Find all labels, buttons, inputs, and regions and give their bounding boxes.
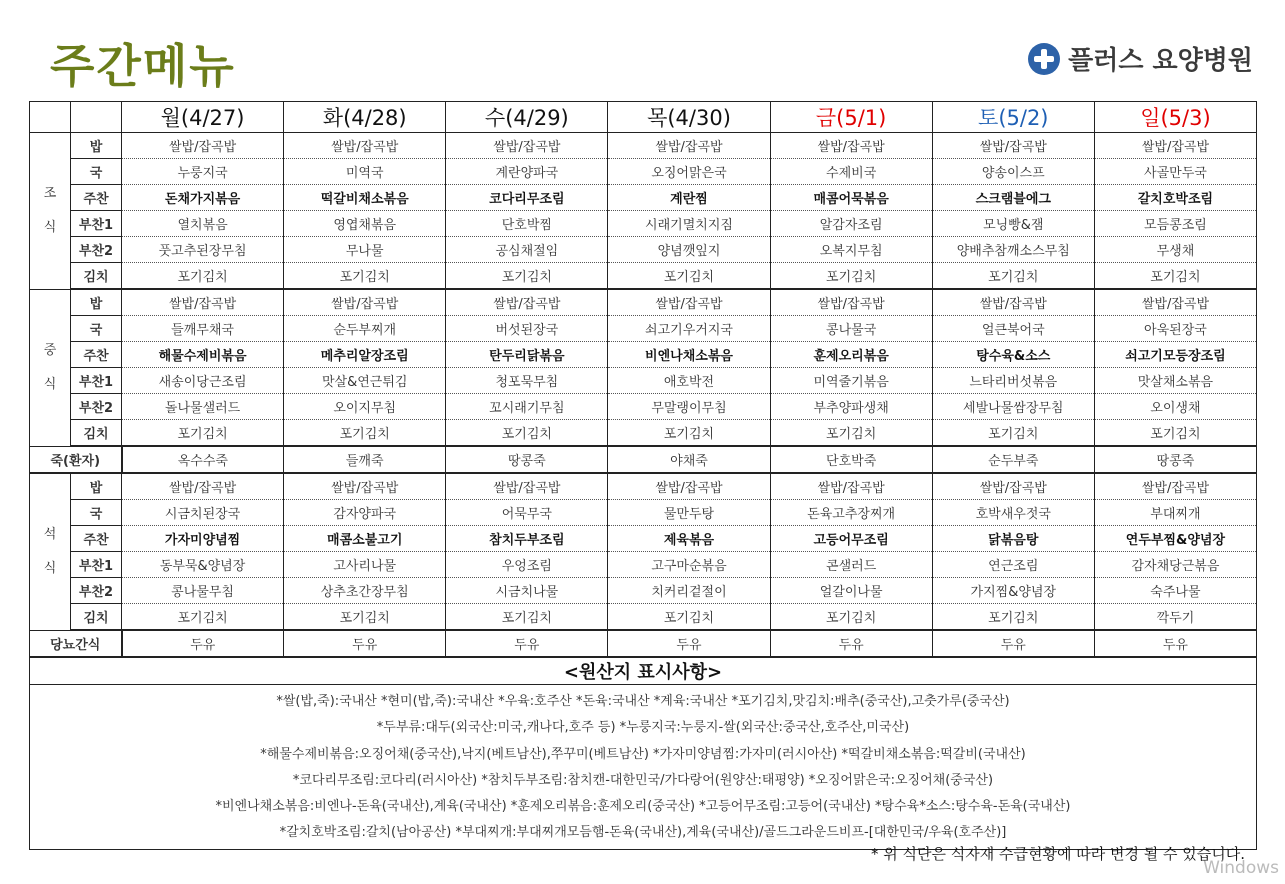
menu-item: 땅콩죽 [1094,446,1256,473]
menu-item: 포기김치 [446,263,608,290]
menu-item: 옥수수죽 [122,446,284,473]
menu-item: 쌀밥/잡곡밥 [1094,473,1256,500]
menu-item: 매콤어묵볶음 [770,185,932,211]
menu-item: 고등어무조림 [770,526,932,552]
menu-item: 포기김치 [608,604,770,631]
menu-item: 두유 [1094,630,1256,657]
menu-item: 맛살&연근튀김 [284,368,446,394]
menu-item: 들깨무채국 [122,316,284,342]
menu-item: 미역줄기볶음 [770,368,932,394]
menu-row [30,526,1257,552]
menu-item: 닭볶음탕 [932,526,1094,552]
category-label: 부찬1 [71,211,122,237]
menu-row [30,473,1257,500]
menu-item: 시금치된장국 [122,500,284,526]
origin-line: *해물수제비볶음:오징어채(중국산),낙지(베트남산),쭈꾸미(베트남산) *가자미양념찜:가자미(러시아산) *떡갈비채소볶음:떡갈비(국내산) [260,746,1026,762]
day-header-wed: 수(4/29) [446,102,608,133]
category-label: 주찬 [71,526,122,552]
menu-item: 콘샐러드 [770,552,932,578]
menu-item: 포기김치 [608,420,770,447]
menu-item: 상추초간장무침 [284,578,446,604]
category-label: 김치 [71,604,122,631]
menu-item: 시래기멸치지짐 [608,211,770,237]
menu-item: 영엽채볶음 [284,211,446,237]
menu-row [30,552,1257,578]
menu-item: 땅콩죽 [446,446,608,473]
menu-item: 오이지무침 [284,394,446,420]
menu-row [30,237,1257,263]
menu-row [30,185,1257,211]
menu-item: 양송이스프 [932,159,1094,185]
menu-body [30,133,1257,658]
origin-title: <원산지 표시사항> [30,657,1257,685]
day-header-fri: 금(5/1) [770,102,932,133]
snack-label: 당뇨간식 [30,630,122,657]
menu-item: 쌀밥/잡곡밥 [770,289,932,316]
menu-item: 꼬시래기무침 [446,394,608,420]
category-label: 밥 [71,133,122,159]
menu-item: 제육볶음 [608,526,770,552]
day-header-mon: 월(4/27) [122,102,284,133]
menu-item: 훈제오리볶음 [770,342,932,368]
menu-item: 포기김치 [122,263,284,290]
menu-item: 고구마순볶음 [608,552,770,578]
menu-item: 쌀밥/잡곡밥 [284,289,446,316]
meal-label-char: 조 [43,185,57,201]
menu-item: 미역국 [284,159,446,185]
breakfast-label [30,133,71,290]
menu-item: 돈채가지볶음 [122,185,284,211]
menu-item: 버섯된장국 [446,316,608,342]
menu-item: 쌀밥/잡곡밥 [770,473,932,500]
menu-item: 쌀밥/잡곡밥 [1094,289,1256,316]
menu-item: 스크램블에그 [932,185,1094,211]
menu-item: 쌀밥/잡곡밥 [446,133,608,159]
meal-label-char: 식 [43,560,57,576]
menu-item: 쌀밥/잡곡밥 [608,473,770,500]
menu-item: 포기김치 [932,263,1094,290]
menu-item: 알감자조림 [770,211,932,237]
day-header-tue: 화(4/28) [284,102,446,133]
menu-item: 쌀밥/잡곡밥 [122,473,284,500]
category-label: 부찬2 [71,394,122,420]
menu-item: 콩나물국 [770,316,932,342]
menu-item: 포기김치 [770,263,932,290]
menu-item: 순두부찌개 [284,316,446,342]
category-label: 김치 [71,420,122,447]
menu-item: 공심채절임 [446,237,608,263]
meal-label-char: 중 [43,342,57,358]
origin-line: *두부류:대두(외국산:미국,캐나다,호주 등) *누룽지국:누룽지-쌀(외국산:중국산,호주산,미국산) [376,720,910,736]
menu-item: 새송이당근조림 [122,368,284,394]
menu-row [30,368,1257,394]
menu-item: 수제비국 [770,159,932,185]
menu-item: 오이생채 [1094,394,1256,420]
menu-item: 포기김치 [770,604,932,631]
menu-item: 물만두탕 [608,500,770,526]
menu-item: 무나물 [284,237,446,263]
menu-item: 쌀밥/잡곡밥 [770,133,932,159]
windows-watermark: Windows [1203,858,1279,878]
category-label: 부찬1 [71,368,122,394]
page-title: 주간메뉴 [50,39,236,93]
menu-item: 참치두부조림 [446,526,608,552]
corner-cell [71,102,122,133]
menu-item: 두유 [122,630,284,657]
menu-item: 열치볶음 [122,211,284,237]
menu-item: 쌀밥/잡곡밥 [608,133,770,159]
menu-item: 단호박찜 [446,211,608,237]
menu-item: 단호박죽 [770,446,932,473]
category-label: 주찬 [71,342,122,368]
category-label: 국 [71,500,122,526]
menu-item: 감자채당근볶음 [1094,552,1256,578]
menu-item: 포기김치 [284,604,446,631]
menu-item: 포기김치 [446,420,608,447]
meal-label-char: 식 [43,219,57,235]
menu-item: 호박새우젓국 [932,500,1094,526]
menu-item: 해물수제비볶음 [122,342,284,368]
menu-item: 깍두기 [1094,604,1256,631]
menu-item: 쌀밥/잡곡밥 [122,133,284,159]
origin-line: *비엔나채소볶음:비엔나-돈육(국내산),계육(국내산) *훈제오리볶음:훈제오리(중국산) *고등어무조림:고등어(국내산) *탕수육*소스:탕수육-돈육(국내산) [215,799,1071,815]
weekly-menu-table [29,101,1257,850]
menu-row [30,316,1257,342]
category-label: 밥 [71,289,122,316]
corner-cell [30,102,71,133]
meal-label-char: 식 [43,376,57,392]
category-label: 부찬1 [71,552,122,578]
day-header-thu: 목(4/30) [608,102,770,133]
category-label: 밥 [71,473,122,500]
menu-item: 가지찜&양념장 [932,578,1094,604]
menu-row [30,159,1257,185]
menu-item: 포기김치 [932,604,1094,631]
menu-item: 포기김치 [932,420,1094,447]
lunch-label [30,289,71,446]
menu-item: 부추양파생채 [770,394,932,420]
menu-item: 얼갈이나물 [770,578,932,604]
menu-item: 돌나물샐러드 [122,394,284,420]
menu-item: 두유 [770,630,932,657]
day-header-row [30,102,1257,133]
menu-item: 무말랭이무침 [608,394,770,420]
menu-item: 가자미양념찜 [122,526,284,552]
category-label: 국 [71,316,122,342]
menu-item: 얼큰북어국 [932,316,1094,342]
menu-item: 탄두리닭볶음 [446,342,608,368]
menu-item: 쌀밥/잡곡밥 [932,289,1094,316]
menu-item: 포기김치 [1094,420,1256,447]
menu-item: 우엉조림 [446,552,608,578]
menu-item: 감자양파국 [284,500,446,526]
menu-item: 누룽지국 [122,159,284,185]
day-header-sat: 토(5/2) [932,102,1094,133]
menu-item: 메추리알장조림 [284,342,446,368]
menu-item: 두유 [932,630,1094,657]
menu-item: 포기김치 [608,263,770,290]
menu-item: 두유 [284,630,446,657]
porridge-row [30,446,1257,473]
menu-row [30,500,1257,526]
origin-line: *쌀(밥,죽):국내산 *현미(밥,죽):국내산 *우육:호주산 *돈육:국내산 *계육:국내산 *포기김치,맛김치:배추(중국산),고춧가루(중국산) [276,694,1010,709]
menu-row [30,578,1257,604]
day-header-sun: 일(5/3) [1094,102,1256,133]
menu-item: 두유 [446,630,608,657]
menu-item: 오복지무침 [770,237,932,263]
menu-item: 오징어맑은국 [608,159,770,185]
menu-item: 고사리나물 [284,552,446,578]
menu-item: 탕수육&소스 [932,342,1094,368]
menu-item: 청포묵무침 [446,368,608,394]
menu-item: 돈육고추장찌개 [770,500,932,526]
menu-item: 쇠고기우거지국 [608,316,770,342]
hospital-name: 플러스 요양병원 [1068,46,1253,76]
menu-item: 연근조림 [932,552,1094,578]
menu-item: 포기김치 [1094,263,1256,290]
menu-item: 쌀밥/잡곡밥 [284,473,446,500]
origin-line: *코다리무조림:코다리(러시아산) *참치두부조림:참치캔-대한민국/가다랑어(원양산:태평양) *오징어맑은국:오징어채(중국산) [292,772,994,788]
menu-item: 쇠고기모등장조림 [1094,342,1256,368]
menu-row [30,289,1257,316]
change-notice: * 위 식단은 식자재 수급현황에 따라 변경 될 수 있습니다. [871,845,1245,863]
menu-row [30,342,1257,368]
menu-row [30,133,1257,159]
porridge-label: 죽(환자) [30,446,122,473]
menu-item: 갈치호박조림 [1094,185,1256,211]
menu-item: 쌀밥/잡곡밥 [608,289,770,316]
menu-item: 비엔나채소볶음 [608,342,770,368]
menu-item: 포기김치 [284,420,446,447]
menu-item: 무생채 [1094,237,1256,263]
menu-item: 순두부죽 [932,446,1094,473]
menu-item: 세발나물쌈장무침 [932,394,1094,420]
menu-item: 애호박전 [608,368,770,394]
menu-item: 포기김치 [446,604,608,631]
menu-item: 떡갈비채소볶음 [284,185,446,211]
menu-item: 계란찜 [608,185,770,211]
menu-row [30,263,1257,290]
menu-item: 쌀밥/잡곡밥 [1094,133,1256,159]
menu-item: 포기김치 [770,420,932,447]
category-label: 김치 [71,263,122,290]
menu-row [30,604,1257,631]
menu-item: 양념깻잎지 [608,237,770,263]
menu-item: 야채죽 [608,446,770,473]
category-label: 국 [71,159,122,185]
origin-section [30,685,1257,850]
menu-item: 포기김치 [122,604,284,631]
menu-item: 치커리겉절이 [608,578,770,604]
menu-item: 숙주나물 [1094,578,1256,604]
menu-item: 시금치나물 [446,578,608,604]
menu-item: 쌀밥/잡곡밥 [284,133,446,159]
menu-item: 쌀밥/잡곡밥 [932,473,1094,500]
menu-row [30,211,1257,237]
menu-item: 계란양파국 [446,159,608,185]
origin-line: *갈치호박조림:갈치(남아공산) *부대찌개:부대찌개모듬햄-돈육(국내산),계육(국내산)/골드그라운드비프-[대한민국/우육(호주산)] [279,825,1007,841]
menu-item: 어묵무국 [446,500,608,526]
menu-item: 쌀밥/잡곡밥 [446,473,608,500]
menu-item: 모닝빵&잼 [932,211,1094,237]
menu-item: 아욱된장국 [1094,316,1256,342]
category-label: 부찬2 [71,237,122,263]
menu-item: 매콤소불고기 [284,526,446,552]
menu-item: 느타리버섯볶음 [932,368,1094,394]
category-label: 부찬2 [71,578,122,604]
menu-item: 들깨죽 [284,446,446,473]
meal-label-char: 석 [43,526,57,542]
menu-item: 쌀밥/잡곡밥 [122,289,284,316]
menu-item: 코다리무조림 [446,185,608,211]
menu-item: 포기김치 [284,263,446,290]
snack-row [30,630,1257,657]
category-label: 주찬 [71,185,122,211]
menu-item: 부대찌개 [1094,500,1256,526]
plus-cross-icon [1028,43,1060,75]
menu-item: 두유 [608,630,770,657]
menu-item: 연두부찜&양념장 [1094,526,1256,552]
hospital-brand [1028,40,1253,77]
menu-row [30,420,1257,447]
menu-item: 쌀밥/잡곡밥 [446,289,608,316]
menu-item: 맛살채소볶음 [1094,368,1256,394]
menu-item: 모듬콩조림 [1094,211,1256,237]
menu-item: 풋고추된장무침 [122,237,284,263]
dinner-label [30,473,71,630]
menu-item: 쌀밥/잡곡밥 [932,133,1094,159]
menu-row [30,394,1257,420]
menu-item: 포기김치 [122,420,284,447]
menu-item: 사골만두국 [1094,159,1256,185]
menu-item: 콩나물무침 [122,578,284,604]
menu-item: 양배추참깨소스무침 [932,237,1094,263]
menu-item: 동부묵&양념장 [122,552,284,578]
